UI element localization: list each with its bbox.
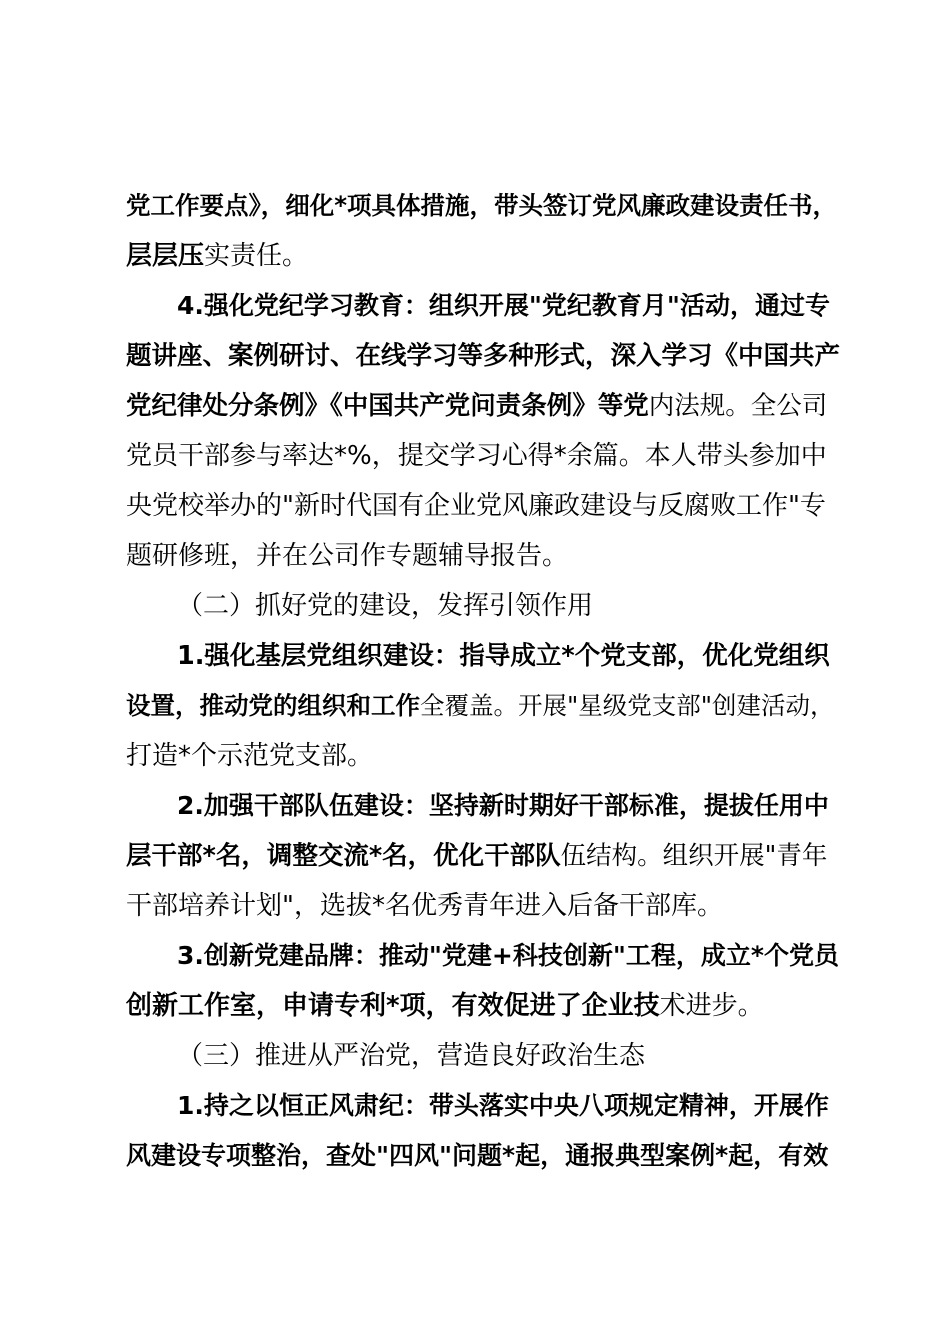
- bold-text: 党纪律处分条例》《中国共产党问责条例》等党: [126, 391, 649, 421]
- bold-text: 设置，推动党的组织和工作: [126, 691, 420, 720]
- paragraph-start-line: [177, 640, 830, 672]
- bold-text: 题讲座、案例研讨、在线学习等多种形式，深入学习《中国共产: [126, 341, 841, 371]
- text-line: [126, 690, 835, 722]
- paragraph-start-line: [177, 290, 830, 322]
- normal-text: 央党校举办的"新时代国有企业党风廉政建设与反腐败工作"专: [126, 491, 826, 521]
- paragraph-start-line: [177, 1090, 829, 1122]
- bold-text: 风建设专项整治，查处"四风"问题*起，通报典型案例*起，有效: [126, 1141, 829, 1170]
- text-line: [126, 840, 827, 872]
- normal-text: （三）推进从严治党，营造良好政治生态: [177, 1041, 646, 1071]
- normal-text: 题研修班，并在公司作专题辅导报告。: [126, 541, 569, 571]
- text-line: [126, 240, 308, 272]
- normal-text: 内法规。全公司: [648, 391, 828, 421]
- paragraph-start-line: [177, 940, 839, 972]
- bold-text: 创新工作室，申请专利*项，有效促进了企业技: [126, 991, 660, 1021]
- text-line: [126, 390, 827, 422]
- text-line: [126, 540, 568, 572]
- bold-text: 1.强化基层党组织建设：指导成立*个党支部，优化党组织: [177, 641, 830, 671]
- text-line: [126, 190, 837, 222]
- bold-text: 4.强化党纪学习教育：组织开展"党纪教育月"活动，通过专: [177, 291, 830, 320]
- normal-text: 全覆盖。开展"星级党支部"创建活动，: [420, 691, 835, 720]
- text-line: [126, 890, 723, 922]
- text-line: [126, 1140, 828, 1172]
- text-line: [126, 340, 840, 372]
- text-line: [126, 990, 764, 1022]
- bold-text: 党工作要点》，细化*项具体措施，带头签订党风廉政建设责任书，: [126, 191, 838, 220]
- text-line: [126, 440, 827, 472]
- normal-text: 伍结构。组织开展"青年: [560, 841, 828, 871]
- normal-text: 实责任。: [204, 241, 309, 271]
- normal-text: 打造*个示范党支部。: [126, 741, 374, 771]
- bold-text: 2.加强干部队伍建设：坚持新时期好干部标准，提拔任用中: [177, 791, 829, 820]
- section-heading: [177, 590, 593, 622]
- bold-text: 层层压: [126, 241, 205, 271]
- normal-text: 干部培养计划"，选拔*名优秀青年进入后备干部库。: [126, 891, 723, 921]
- bold-text: 层干部*名，调整交流*名，优化干部队: [126, 841, 561, 871]
- section-heading: [177, 1040, 645, 1072]
- paragraph-start-line: [177, 790, 829, 822]
- normal-text: 党员干部参与率达*%，提交学习心得*余篇。本人带头参加中: [126, 441, 827, 471]
- text-line: [126, 740, 373, 772]
- bold-text: 1.持之以恒正风肃纪：带头落实中央八项规定精神，开展作: [177, 1091, 829, 1120]
- text-line: [126, 490, 826, 522]
- normal-text: （二）抓好党的建设，发挥引领作用: [177, 591, 594, 621]
- normal-text: 术进步。: [659, 991, 764, 1021]
- bold-text: 3.创新党建品牌：推动"党建+科技创新"工程，成立*个党员: [177, 941, 839, 970]
